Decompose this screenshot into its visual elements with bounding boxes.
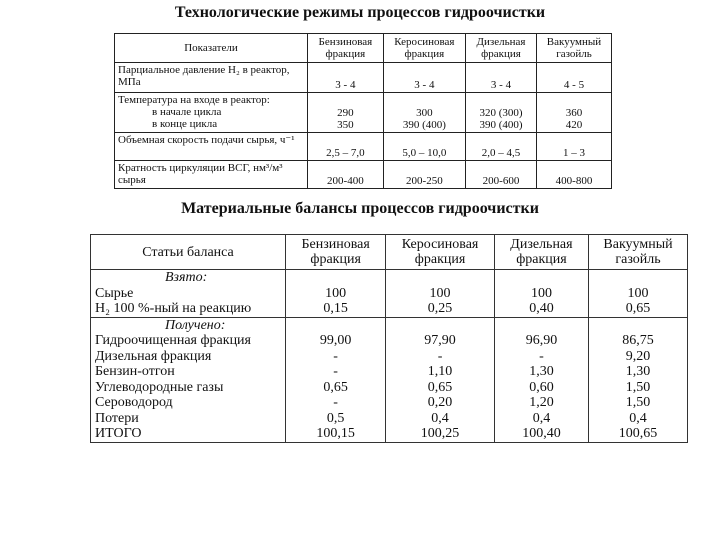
header-cell: Керосиновая фракция: [383, 34, 465, 63]
header-cell: Бензиновая фракция: [286, 235, 386, 270]
title-material-balances: Материальные балансы процессов гидроочистки: [181, 200, 539, 217]
cell-value: 290 350: [308, 93, 384, 133]
cell-value: 3 - 4: [466, 63, 537, 93]
cell-value: 400-800: [536, 161, 611, 189]
table-row: [115, 63, 612, 93]
cell-value: 2,0 – 4,5: [466, 133, 537, 161]
cell-value: 200-600: [466, 161, 537, 189]
table-row: [91, 317, 688, 442]
cell-value: 200-250: [383, 161, 465, 189]
header-cell: Керосиновая фракция: [386, 235, 495, 270]
title-technological-modes: Технологические режимы процессов гидроочистки: [174, 4, 546, 21]
row-label: Н₂ 100 %-ный на реакцию: [95, 301, 252, 316]
cell-value: 2,5 – 7,0: [308, 133, 384, 161]
received-label: Получено:: [165, 317, 226, 333]
row-label: Бензин-отгон: [95, 364, 175, 379]
row-label: [115, 93, 308, 133]
cell-value: 100 0,25: [386, 270, 495, 318]
table-row: [115, 133, 612, 161]
row-label-main: Температура на входе в реактор:: [118, 94, 270, 106]
row-label: Гидроочищенная фракция: [95, 333, 251, 348]
row-label: Углеводородные газы: [95, 379, 224, 395]
cell-value: 100 0,40: [494, 270, 588, 318]
cell-value: 100 0,15: [286, 270, 386, 318]
cell-value: 300 390 (400): [383, 93, 465, 133]
cell-value: 5,0 – 10,0: [383, 133, 465, 161]
material-balance-table: [90, 234, 688, 443]
row-label: Сырье: [95, 285, 134, 301]
cell-value: 3 - 4: [383, 63, 465, 93]
cell-value: 200-400: [308, 161, 384, 189]
technological-modes-table: [114, 33, 612, 189]
table-row: [115, 161, 612, 189]
cell-value: 360 420: [536, 93, 611, 133]
row-label: Потери: [95, 410, 139, 426]
row-label: Объемная скорость подачи сырья, ч⁻¹: [115, 133, 308, 161]
row-label: Кратность циркуляции ВСГ, нм³/м³ сырья: [115, 161, 308, 189]
table-header-row: [115, 34, 612, 63]
cell-value: 97,90 - 1,10 0,65 0,20 0,4 100,25: [386, 317, 495, 442]
header-cell: Дизельная фракция: [466, 34, 537, 63]
cell-value: 4 - 5: [536, 63, 611, 93]
taken-label: Взято:: [165, 270, 208, 285]
header-cell: Показатели: [115, 34, 308, 63]
cell-value: 3 - 4: [308, 63, 384, 93]
row-label: Парциальное давление Н₂ в реактор, МПа: [115, 63, 308, 93]
table-header-row: [91, 235, 688, 270]
cell-value: 99,00 - - 0,65 - 0,5 100,15: [286, 317, 386, 442]
header-cell: Вакуумный газойль: [589, 235, 688, 270]
row-label: Дизельная фракция: [95, 348, 212, 364]
cell-value: 100 0,65: [589, 270, 688, 318]
header-cell: Бензиновая фракция: [308, 34, 384, 63]
cell-value: 96,90 - 1,30 0,60 1,20 0,4 100,40: [494, 317, 588, 442]
row-label: ИТОГО: [95, 426, 142, 441]
row-labels-taken: [91, 270, 286, 318]
row-label-sub: в начале цикла: [152, 106, 222, 118]
cell-value: 86,75 9,20 1,30 1,50 1,50 0,4 100,65: [589, 317, 688, 442]
row-labels-received: [91, 317, 286, 442]
row-label: Сероводород: [95, 395, 173, 410]
table-row: [91, 270, 688, 318]
header-cell: Статьи баланса: [91, 235, 286, 270]
cell-value: 1 – 3: [536, 133, 611, 161]
row-label-sub: в конце цикла: [152, 118, 218, 130]
header-cell: Дизельная фракция: [494, 235, 588, 270]
table-row: [115, 93, 612, 133]
cell-value: 320 (300) 390 (400): [466, 93, 537, 133]
header-cell: Вакуумный газойль: [536, 34, 611, 63]
